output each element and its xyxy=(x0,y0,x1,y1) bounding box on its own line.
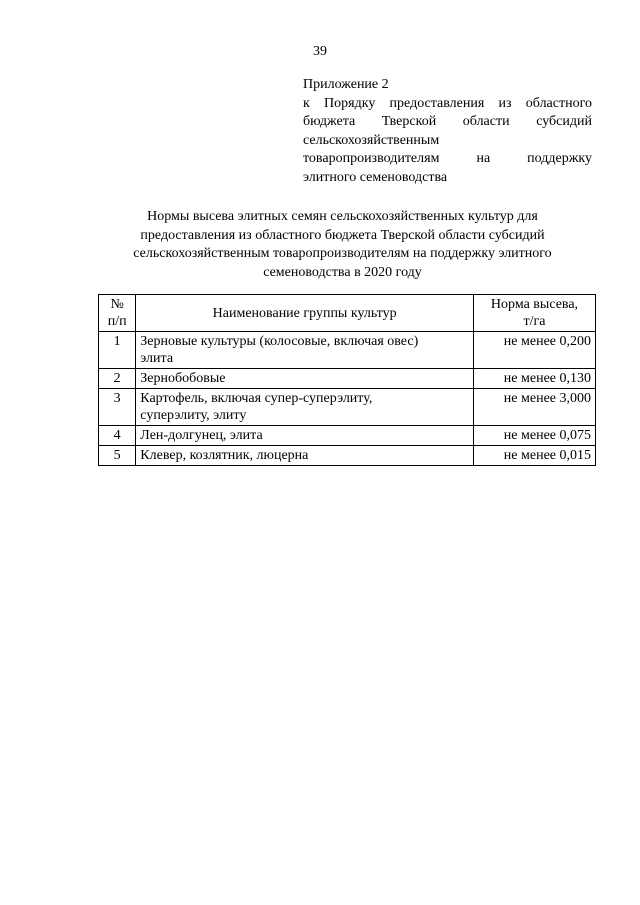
row-seeding-rate: не менее 3,000 xyxy=(474,389,596,426)
title-line: семеноводства в 2020 году xyxy=(263,264,422,280)
row-number: 1 xyxy=(99,332,136,369)
table-row xyxy=(99,446,596,466)
appendix-line: сельскохозяйственным xyxy=(303,132,440,148)
table-row xyxy=(99,389,596,426)
row-number: 5 xyxy=(99,446,136,466)
page-number: 39 xyxy=(313,44,327,59)
header-number xyxy=(99,295,136,332)
row-seeding-rate: не менее 0,075 xyxy=(474,426,596,446)
table-row xyxy=(99,332,596,369)
header-seeding-rate-unit: т/га xyxy=(523,314,546,329)
table-header-row xyxy=(99,295,596,332)
header-seeding-rate xyxy=(474,295,596,332)
row-seeding-rate: не менее 0,015 xyxy=(474,446,596,466)
row-crop-group xyxy=(136,389,474,426)
row-crop-group xyxy=(136,332,474,369)
appendix-line: элитного семеноводства xyxy=(303,169,448,185)
header-seeding-rate-label: Норма высева, xyxy=(490,297,579,312)
row-crop-group: Зернобобовые xyxy=(136,369,474,389)
row-crop-group: Клевер, козлятник, люцерна xyxy=(136,446,474,466)
appendix-line: к Порядку предоставления из областного xyxy=(303,95,592,111)
table-row xyxy=(99,369,596,389)
appendix-line: бюджета Тверской области субсидий xyxy=(303,114,592,129)
norms-table xyxy=(98,294,596,466)
document-title xyxy=(90,208,595,282)
appendix-title: Приложение 2 xyxy=(303,77,389,92)
row-crop-group: Лен-долгунец, элита xyxy=(136,426,474,446)
appendix-block xyxy=(303,76,592,187)
table-row xyxy=(99,426,596,446)
title-line: Нормы высева элитных семян сельскохозяйственных культур для xyxy=(147,209,538,224)
crop-group-line: элита xyxy=(140,351,174,366)
row-seeding-rate: не менее 0,200 xyxy=(474,332,596,369)
header-number-symbol: № xyxy=(110,297,124,312)
crop-group-line: Картофель, включая супер-суперэлиту, xyxy=(140,391,373,406)
crop-group-line: суперэлиту, элиту xyxy=(140,408,247,423)
appendix-line: товаропроизводителям на поддержку xyxy=(303,151,592,166)
header-crop-group: Наименование группы культур xyxy=(136,295,474,332)
row-number: 4 xyxy=(99,426,136,446)
row-seeding-rate: не менее 0,130 xyxy=(474,369,596,389)
title-line: сельскохозяйственным товаропроизводителям на поддержку элитного xyxy=(133,246,552,261)
title-line: предоставления из областного бюджета Тверской области субсидий xyxy=(140,227,545,243)
row-number: 3 xyxy=(99,389,136,426)
header-number-abbr: п/п xyxy=(107,314,127,329)
row-number: 2 xyxy=(99,369,136,389)
crop-group-line: Зерновые культуры (колосовые, включая овес) xyxy=(140,334,419,349)
